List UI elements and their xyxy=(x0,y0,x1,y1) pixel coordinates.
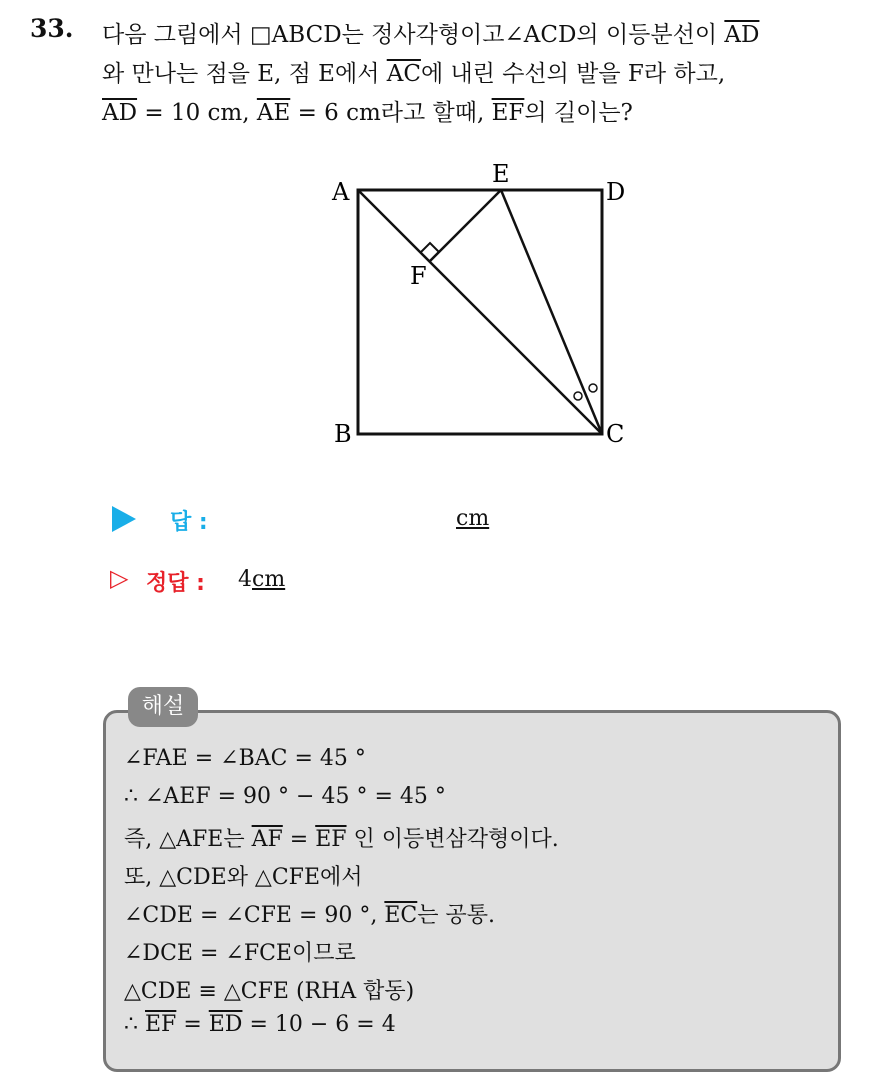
segment-ef: $\overline{EF}$ xyxy=(491,100,525,126)
label-c: C xyxy=(606,420,625,448)
label-a: A xyxy=(332,178,350,206)
question-line-1: 다음 그림에서 □ABCD는 정사각형이고∠ACD의 이등분선이 $\overline{AD}$ xyxy=(102,22,760,48)
solution-line-7: △CDE ≡ △CFE (RHA 합동) xyxy=(124,979,415,1004)
correct-value: 4cm xyxy=(238,567,286,592)
label-d: D xyxy=(606,178,626,206)
question-line-2: 와 만나는 점을 E, 점 E에서 $\overline{AC}$에 내린 수선의 발을 F라 하고, xyxy=(102,61,726,87)
solution-line-6: ∠DCE = ∠FCE이므로 xyxy=(124,941,356,966)
segment-ad: $\overline{AD}$ xyxy=(102,100,138,126)
segment-ac: $\overline{AC}$ xyxy=(386,61,421,87)
angle-symbol: ∠ xyxy=(504,22,524,48)
diagonal-ac xyxy=(358,190,602,434)
angle-mark-2 xyxy=(589,384,597,392)
solution-line-3: 즉, △AFE는 $\overline{AF} = \overline{EF}$ 인 이등변삼각형이다. xyxy=(124,827,559,852)
segment-ae: $\overline{AE}$ xyxy=(256,100,291,126)
angle-mark-1 xyxy=(574,392,582,400)
segment-ce xyxy=(501,190,602,434)
square-figure xyxy=(300,150,660,460)
solution-line-4: 또, △CDE와 △CFE에서 xyxy=(124,865,363,890)
label-f: F xyxy=(410,262,427,290)
correct-marker-icon: ▷ xyxy=(110,564,129,592)
segment-ef xyxy=(430,190,501,261)
label-e: E xyxy=(492,160,510,188)
label-b: B xyxy=(334,420,352,448)
solution-line-8: ∴ $\overline{EF} = \overline{ED} = 10 - 6 = 4$ xyxy=(124,1012,396,1037)
right-angle-mark xyxy=(421,243,439,261)
solution-line-2: ∴ ∠AEF = 90 ° − 45 ° = 45 ° xyxy=(124,784,446,809)
correct-label: 정답 : xyxy=(146,571,205,596)
square-symbol: □ xyxy=(249,22,272,48)
segment-ad: $\overline{AD}$ xyxy=(724,22,760,48)
answer-unit: cm xyxy=(456,506,490,531)
play-icon xyxy=(112,506,136,532)
answer-label: 답 : xyxy=(170,510,208,535)
solution-line-5: ∠CDE = ∠CFE = 90 °, $\overline{EC}$는 공통. xyxy=(124,903,496,928)
question-number: 33. xyxy=(30,14,74,43)
solution-line-1: ∠FAE = ∠BAC = 45 ° xyxy=(124,746,366,771)
solution-tab: 해설 xyxy=(128,687,198,727)
question-line-3: $\overline{AD} = 10$ cm, $\overline{AE} = 6$ cm라고 할때, $\overline{EF}$의 길이는? xyxy=(102,100,633,126)
